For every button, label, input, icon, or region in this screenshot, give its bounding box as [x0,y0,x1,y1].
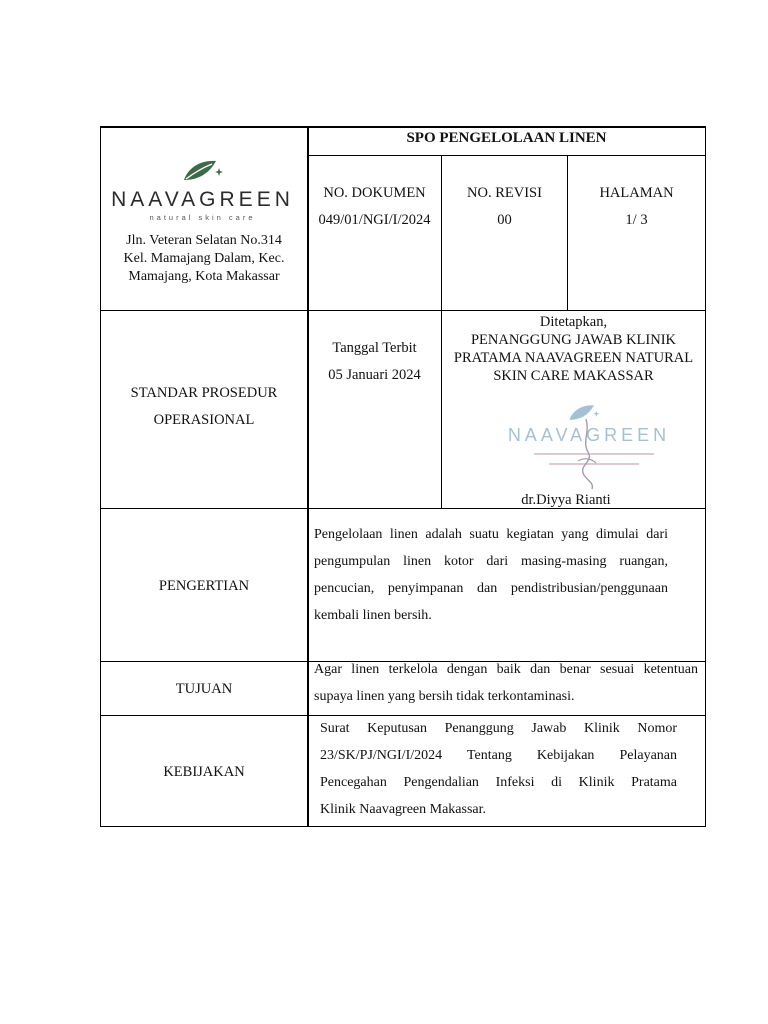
ditetapkan-label: Ditetapkan, [539,314,608,330]
stamp-brand-text: NAAVAGREEN [507,425,671,445]
document-title: SPO PENGELOLAAN LINEN [406,130,607,146]
pj-line-1: PENANGGUNG JAWAB KLINIK [470,332,677,348]
pj-line-2: PRATAMA NAAVAGREEN NATURAL [453,350,694,366]
tanggal-terbit-value: 05 Januari 2024 [328,367,421,383]
no-dokumen-label: NO. DOKUMEN [323,185,426,201]
tujuan-text [314,656,698,710]
column-divider-main [307,126,309,827]
header-title-divider [308,155,706,156]
column-divider-halaman [567,155,568,311]
clinic-stamp [494,395,682,495]
row-divider-1 [100,310,706,311]
address-line-3: Mamajang, Kota Makassar [128,269,280,284]
no-revisi-label: NO. REVISI [467,185,542,201]
table-right-border [705,126,706,827]
brand-name: NAAVAGREEN [111,188,294,211]
pj-line-3: SKIN CARE MAKASSAR [493,368,654,384]
halaman-label: HALAMAN [599,185,674,201]
pengertian-text [314,521,668,629]
table-bottom-border [100,826,706,827]
no-dokumen-value: 049/01/NGI/I/2024 [318,212,431,228]
tujuan-line-1: Agar linen terkelola dengan baik dan benar sesuai ketentuan [314,662,698,677]
table-left-border [100,126,101,827]
kebijakan-line-1: Surat Keputusan Penanggung Jawab Klinik Nomor [320,721,677,736]
tujuan-line-2: supaya linen yang bersih tidak terkontaminasi. [314,689,575,704]
table-top-border [100,126,706,128]
address-line-2: Kel. Mamajang Dalam, Kec. [123,251,285,266]
kebijakan-line-4: Klinik Naavagreen Makassar. [320,802,486,817]
signature-scribble [572,417,602,491]
sop-label-line-2: OPERASIONAL [153,412,255,428]
leaf-logo-icon [180,158,226,184]
pengertian-line-1: Pengelolaan linen adalah suatu kegiatan yang dimulai dari [314,527,668,542]
pengertian-line-2: pengumpulan linen kotor dari masing-masing ruangan, [314,554,668,569]
pengertian-line-3: pencucian, penyimpanan dan pendistribusian/penggunaan [314,581,668,596]
address-line-1: Jln. Veteran Selatan No.314 [126,233,282,248]
tanggal-terbit-label: Tanggal Terbit [332,340,417,356]
pengertian-label: PENGERTIAN [158,578,250,594]
halaman-value: 1/ 3 [625,212,648,228]
kebijakan-label: KEBIJAKAN [163,764,245,780]
tujuan-label: TUJUAN [175,681,233,697]
kebijakan-line-2: 23/SK/PJ/NGI/I/2024 Tentang Kebijakan Pelayanan [320,748,677,763]
kebijakan-line-3: Pencegahan Pengendalian Infeksi di Klinik Pratama [320,775,677,790]
sop-label-line-1: STANDAR PROSEDUR [130,385,278,401]
pengertian-line-4: kembali linen bersih. [314,608,432,623]
signatory-name: dr.Diyya Rianti [521,492,611,508]
no-revisi-value: 00 [497,212,512,228]
brand-tagline: natural skin care [149,213,256,222]
kebijakan-text [320,715,677,823]
